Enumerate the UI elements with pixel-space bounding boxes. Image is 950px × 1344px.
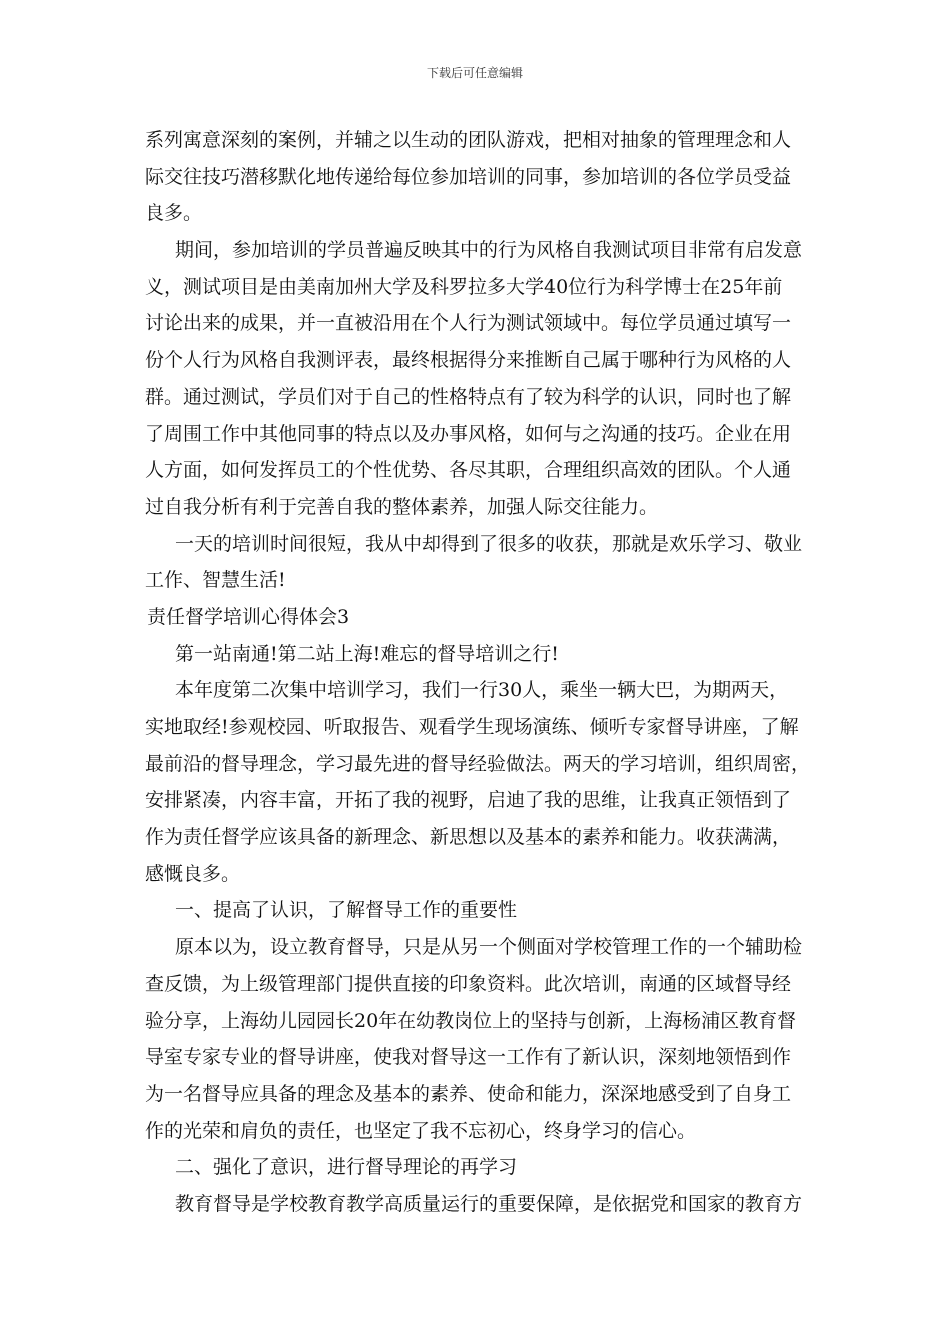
text-line: 过自我分析有利于完善自我的整体素养，加强人际交往能力。 [145, 495, 659, 518]
text-line: 良多。 [145, 202, 203, 225]
text-line: 义，测试项目是由美南加州大学及科罗拉多大学40位行为科学博士在25年前 [145, 275, 783, 298]
text-line: 导室专家专业的督导讲座，使我对督导这一工作有了新认识，深刻地领悟到作 [145, 1046, 792, 1069]
text-line: 实地取经!参观校园、听取报告、观看学生现场演练、倾听专家督导讲座，了解 [145, 716, 799, 738]
text-line: 查反馈，为上级管理部门提供直接的印象资料。此次培训，南通的区域督导经 [145, 972, 792, 995]
text-line: 教育督导是学校教育教学高质量运行的重要保障，是依据党和国家的教育方 [175, 1192, 803, 1215]
text-line: 为一名督导应具备的理念及基本的素养、使命和能力，深深地感受到了自身工 [145, 1082, 792, 1105]
text-line: 作的光荣和肩负的责任，也坚定了我不忘初心，终身学习的信心。 [145, 1119, 697, 1142]
page-header: 下载后可任意编辑 [426, 66, 523, 80]
text-line: 群。通过测试，学员们对于自己的性格特点有了较为科学的认识，同时也了解 [145, 385, 792, 408]
text-line: 际交往技巧潜移默化地传递给每位参加培训的同事，参加培训的各位学员受益 [145, 165, 792, 188]
text-line: 系列寓意深刻的案例，并辅之以生动的团队游戏，把相对抽象的管理理念和人 [145, 129, 792, 151]
text-line: 期间，参加培训的学员普遍反映其中的行为风格自我测试项目非常有启发意 [175, 239, 803, 262]
text-line: 了周围工作中其他同事的特点以及办事风格，如何与之沟通的技巧。企业在用 [145, 422, 792, 445]
text-line: 最前沿的督导理念，学习最先进的督导经验做法。两天的学习培训，组织周密， [145, 752, 811, 775]
text-line: 感慨良多。 [145, 862, 241, 885]
text-line: 工作、智慧生活! [145, 569, 286, 592]
text-line: 原本以为，设立教育督导，只是从另一个侧面对学校管理工作的一个辅助检 [175, 936, 803, 959]
text-line: 份个人行为风格自我测评表，最终根据得分来推断自己属于哪种行为风格的人 [145, 349, 792, 372]
text-line: 作为责任督学应该具备的新理念、新思想以及基本的素养和能力。收获满满， [145, 826, 792, 849]
text-line: 责任督学培训心得体会3 [147, 605, 350, 628]
text-line: 安排紧凑，内容丰富，开拓了我的视野，启迪了我的思维，让我真正领悟到了 [145, 789, 792, 812]
text-line: 人方面，如何发挥员工的个性优势、各尽其职，合理组织高效的团队。个人通 [145, 459, 792, 482]
text-line: 本年度第二次集中培训学习，我们一行30人，乘坐一辆大巴，为期两天， [175, 679, 789, 702]
text-line: 一、提高了认识，了解督导工作的重要性 [175, 899, 518, 922]
document-body [145, 122, 815, 1223]
text-line: 二、强化了意识，进行督导理论的再学习 [175, 1156, 518, 1179]
text-line: 讨论出来的成果，并一直被沿用在个人行为测试领域中。每位学员通过填写一 [145, 312, 792, 335]
text-line: 验分享，上海幼儿园园长20年在幼教岗位上的坚持与创新，上海杨浦区教育督 [145, 1009, 797, 1032]
text-line: 一天的培训时间很短，我从中却得到了很多的收获，那就是欢乐学习、敬业 [175, 532, 803, 555]
text-line: 第一站南通!第二站上海!难忘的督导培训之行! [175, 642, 559, 665]
